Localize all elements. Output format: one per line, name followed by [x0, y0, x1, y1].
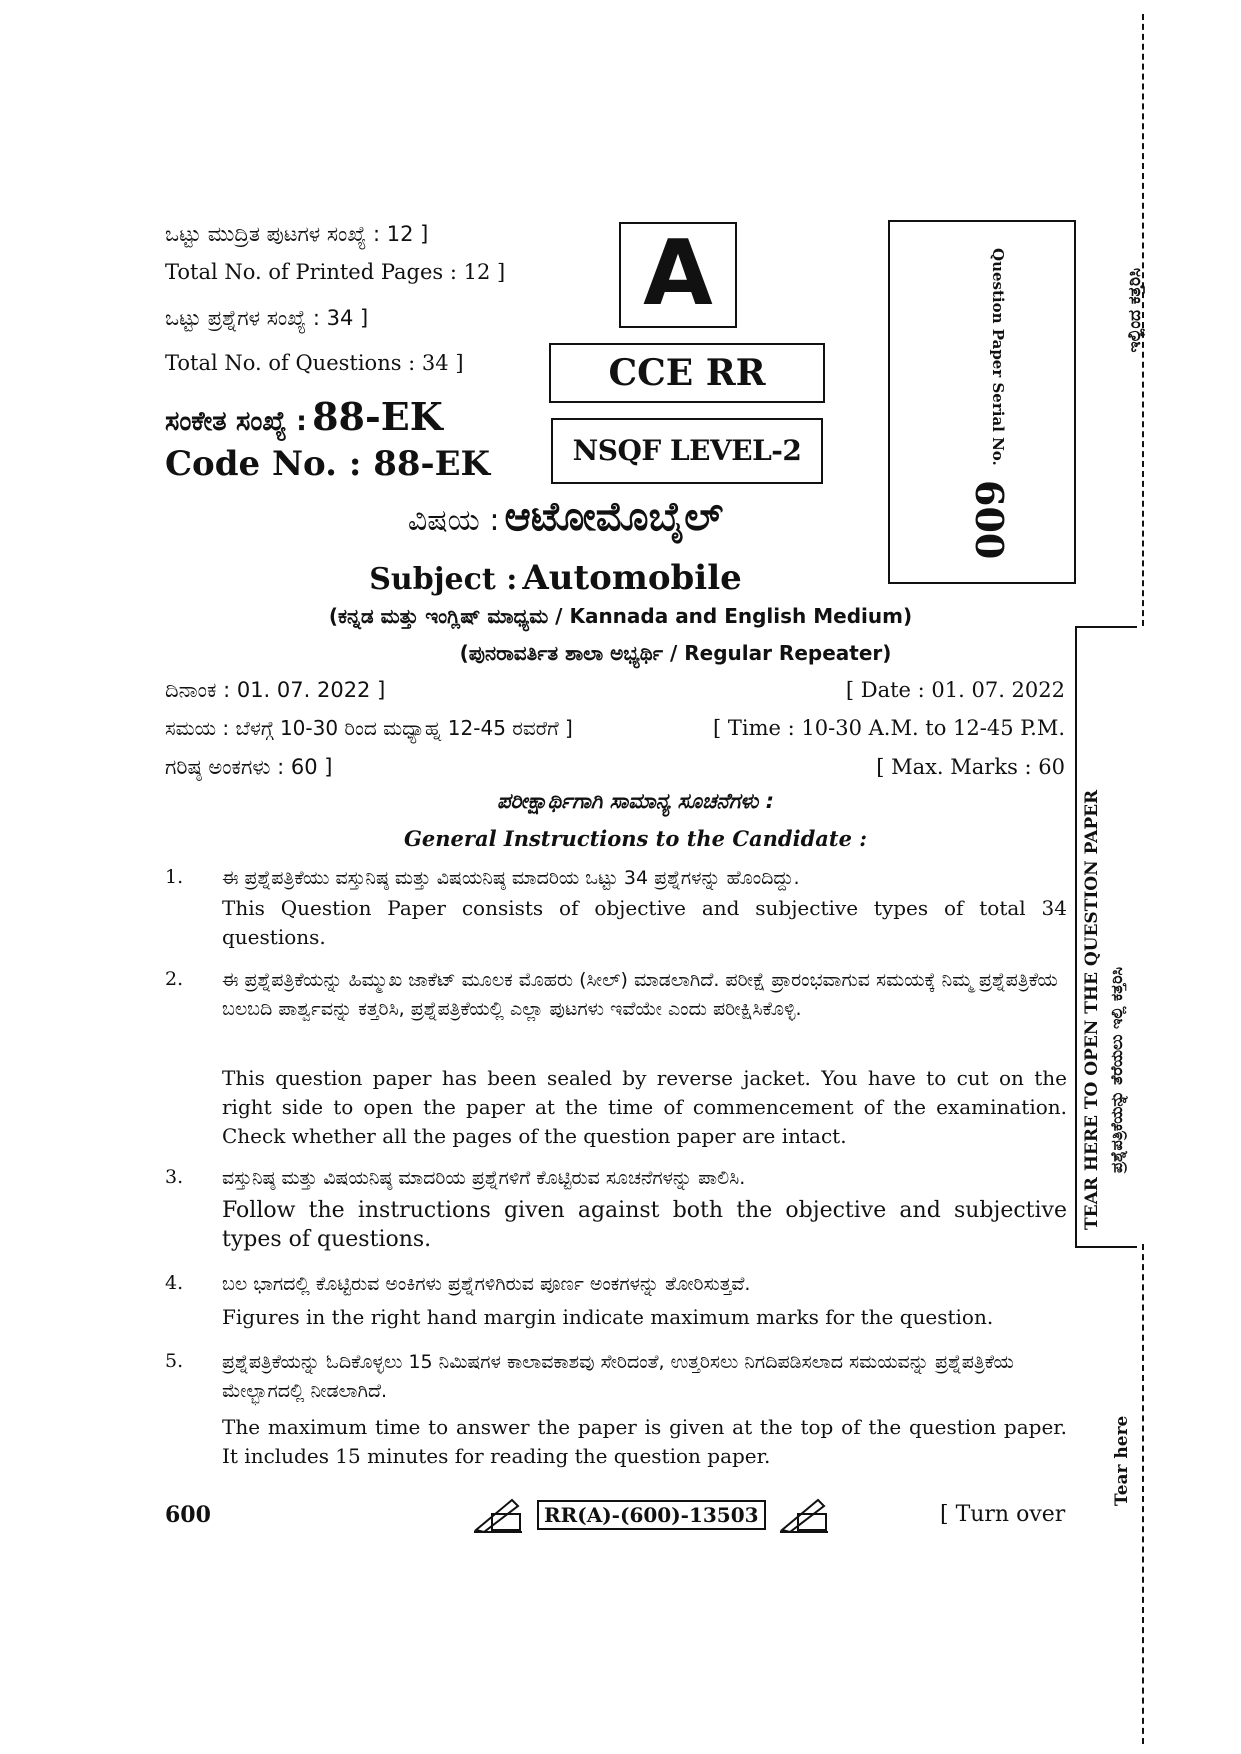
cut-line [1142, 1244, 1144, 1744]
instruction-english: This question paper has been sealed by reverse jacket. You have to cut on the right side to open the paper at the time of commencement of the examination. Check whether all the pages of the question paper are intact. [222, 1066, 1067, 1148]
instruction-kannada: ಬಲ ಭಾಗದಲ್ಲಿ ಕೊಟ್ಟಿರುವ ಅಂಕಿಗಳು ಪ್ರಶ್ನೆಗಳಿಗಿರುವ ಪೂರ್ಣ ಅಂಕಗಳನ್ನು ತೋರಿಸುತ್ತವೆ. [222, 1273, 751, 1295]
time-english: [ Time : 10-30 A.M. to 12-45 P.M. [713, 716, 1065, 740]
serial-number-value: 600 [967, 480, 1012, 560]
tear-here-instruction-kannada: ಪ್ರಶ್ನೆಪತ್ರಿಕೆಯನ್ನು ತೆರೆಯಲು ಇಲ್ಲಿ ಕತ್ತರಿಸಿ [1107, 966, 1126, 1173]
code-kannada-value: 88-EK [312, 394, 443, 439]
subject-english-value: Automobile [522, 558, 742, 598]
date-english: [ Date : 01. 07. 2022 [845, 678, 1065, 702]
date-kannada: ದಿನಾಂಕ : 01. 07. 2022 ] [165, 678, 386, 702]
tear-here-instruction-english: TEAR HERE TO OPEN THE QUESTION PAPER [1082, 789, 1102, 1230]
scheme-box [549, 343, 825, 403]
writing-hand-icon [472, 1494, 524, 1534]
subject-kannada-value: ಆಟೋಮೊಬೈಲ್ [504, 494, 724, 540]
instruction-kannada: ಪ್ರಶ್ನೆಪತ್ರಿಕೆಯನ್ನು ಓದಿಕೊಳ್ಳಲು 15 ನಿಮಿಷಗಳ ಕಾಲಾವಕಾಶವು ಸೇರಿದಂತೆ, ಉತ್ತರಿಸಲು ನಿಗದಿಪಡಿಸಲಾದ ಸಮಯವನ್ನು ಪ್ರಶ್ನೆಪತ್ರಿಕೆಯ ಮೇಲ್ಭಾಗದಲ್ಲಿ ನೀಡಲಾಗಿದೆ. [222, 1351, 1014, 1402]
instruction-kannada: ವಸ್ತುನಿಷ್ಠ ಮತ್ತು ವಿಷಯನಿಷ್ಠ ಮಾದರಿಯ ಪ್ರಶ್ನೆಗಳಿಗೆ ಕೊಟ್ಟಿರುವ ಸೂಚನೆಗಳನ್ನು ಪಾಲಿಸಿ. [222, 1167, 746, 1189]
total-questions-english: Total No. of Questions : 34 ] [165, 351, 464, 375]
subject-english [0, 558, 1241, 598]
subject-english-label: Subject : [369, 562, 518, 597]
version-letter-box [619, 222, 737, 328]
instruction-english: Figures in the right hand margin indicate maximum marks for the question. [222, 1305, 994, 1329]
candidate-type-line: (ಪುನರಾವರ್ತಿತ ಶಾಲಾ ಅಭ್ಯರ್ಥಿ / Regular Repeater) [459, 641, 892, 665]
code-kannada [165, 394, 443, 439]
code-kannada-label: ಸಂಕೇತ ಸಂಖ್ಯೆ : [165, 406, 307, 437]
total-questions-kannada: ಒಟ್ಟು ಪ್ರಶ್ನೆಗಳ ಸಂಖ್ಯೆ : 34 ] [165, 306, 369, 330]
turn-over-label: [ Turn over [940, 1502, 1066, 1527]
code-english: Code No. : 88-EK [165, 444, 491, 484]
total-pages-english: Total No. of Printed Pages : 12 ] [165, 260, 506, 284]
instruction-number: 3. [165, 1166, 184, 1188]
instruction-number: 2. [165, 968, 184, 990]
medium-line: (ಕನ್ನಡ ಮತ್ತು ಇಂಗ್ಲಿಷ್ ಮಾಧ್ಯಮ / Kannada and English Medium) [328, 604, 913, 628]
subject-kannada-label: ವಿಷಯ : [407, 503, 500, 538]
scheme-label: CCE RR [608, 352, 766, 394]
writing-hand-icon [778, 1494, 830, 1534]
tear-strip-box [1075, 626, 1137, 1248]
max-marks-english: [ Max. Marks : 60 [876, 755, 1065, 779]
instruction-kannada: ಈ ಪ್ರಶ್ನೆಪತ್ರಿಕೆಯನ್ನು ಹಿಮ್ಮುಖ ಜಾಕೆಟ್ ಮೂಲಕ ಮೊಹರು (ಸೀಲ್) ಮಾಡಲಾಗಿದೆ. ಪರೀಕ್ಷೆ ಪ್ರಾರಂಭವಾಗುವ ಸಮಯಕ್ಕೆ ನಿಮ್ಮ ಪ್ರಶ್ನೆಪತ್ರಿಕೆಯ ಬಲಬದಿ ಪಾರ್ಶ್ವವನ್ನು ಕತ್ತರಿಸಿ, ಪ್ರಶ್ನೆಪತ್ರಿಕೆಯಲ್ಲಿ ಎಲ್ಲಾ ಪುಟಗಳು ಇವೆಯೇ ಎಂದು ಪರೀಕ್ಷಿಸಿಕೊಳ್ಳಿ. [222, 969, 1058, 1020]
total-pages-kannada: ಒಟ್ಟು ಮುದ್ರಿತ ಪುಟಗಳ ಸಂಖ್ಯೆ : 12 ] [165, 222, 429, 246]
time-kannada: ಸಮಯ : ಬೆಳಗ್ಗೆ 10-30 ರಿಂದ ಮಧ್ಯಾಹ್ನ 12-45 ರವರೆಗೆ ] [165, 716, 573, 740]
instruction-english: Follow the instructions given against both the objective and subjective types of questions. [222, 1198, 1067, 1252]
instruction-english: The maximum time to answer the paper is given at the top of the question paper. It includes 15 minutes for reading the question paper. [222, 1415, 1067, 1468]
level-label: NSQF LEVEL-2 [572, 434, 802, 467]
footer-reference-code: RR(A)-(600)-13503 [537, 1500, 766, 1530]
instruction-number: 4. [165, 1272, 184, 1294]
max-marks-kannada: ಗರಿಷ್ಠ ಅಂಕಗಳು : 60 ] [165, 755, 333, 779]
serial-number-label: Question Paper Serial No. [989, 248, 1007, 466]
instruction-kannada: ಈ ಪ್ರಶ್ನೆಪತ್ರಿಕೆಯು ವಸ್ತುನಿಷ್ಠ ಮತ್ತು ವಿಷಯನಿಷ್ಠ ಮಾದರಿಯ ಒಟ್ಟು 34 ಪ್ರಶ್ನೆಗಳನ್ನು ಹೊಂದಿದ್ದು. [222, 867, 800, 889]
instruction-number: 5. [165, 1350, 184, 1372]
instruction-english: This Question Paper consists of objective and subjective types of total 34 questions. [222, 896, 1067, 949]
instructions-heading-kannada: ಪರೀಕ್ಷಾರ್ಥಿಗಾಗಿ ಸಾಮಾನ್ಯ ಸೂಚನೆಗಳು : [496, 789, 775, 813]
version-letter: A [643, 221, 713, 326]
instructions-heading-english: General Instructions to the Candidate : [403, 826, 868, 851]
instruction-number: 1. [165, 866, 184, 888]
cut-line [1142, 14, 1144, 626]
footer-page-code: 600 [165, 1502, 211, 1528]
tear-here-label: Tear here [1112, 1415, 1132, 1506]
level-box [551, 418, 823, 484]
subject-kannada [0, 494, 1241, 540]
cut-here-kannada: ಇಲ್ಲಿಂದ ಕತ್ತರಿಸಿ [1125, 268, 1145, 353]
